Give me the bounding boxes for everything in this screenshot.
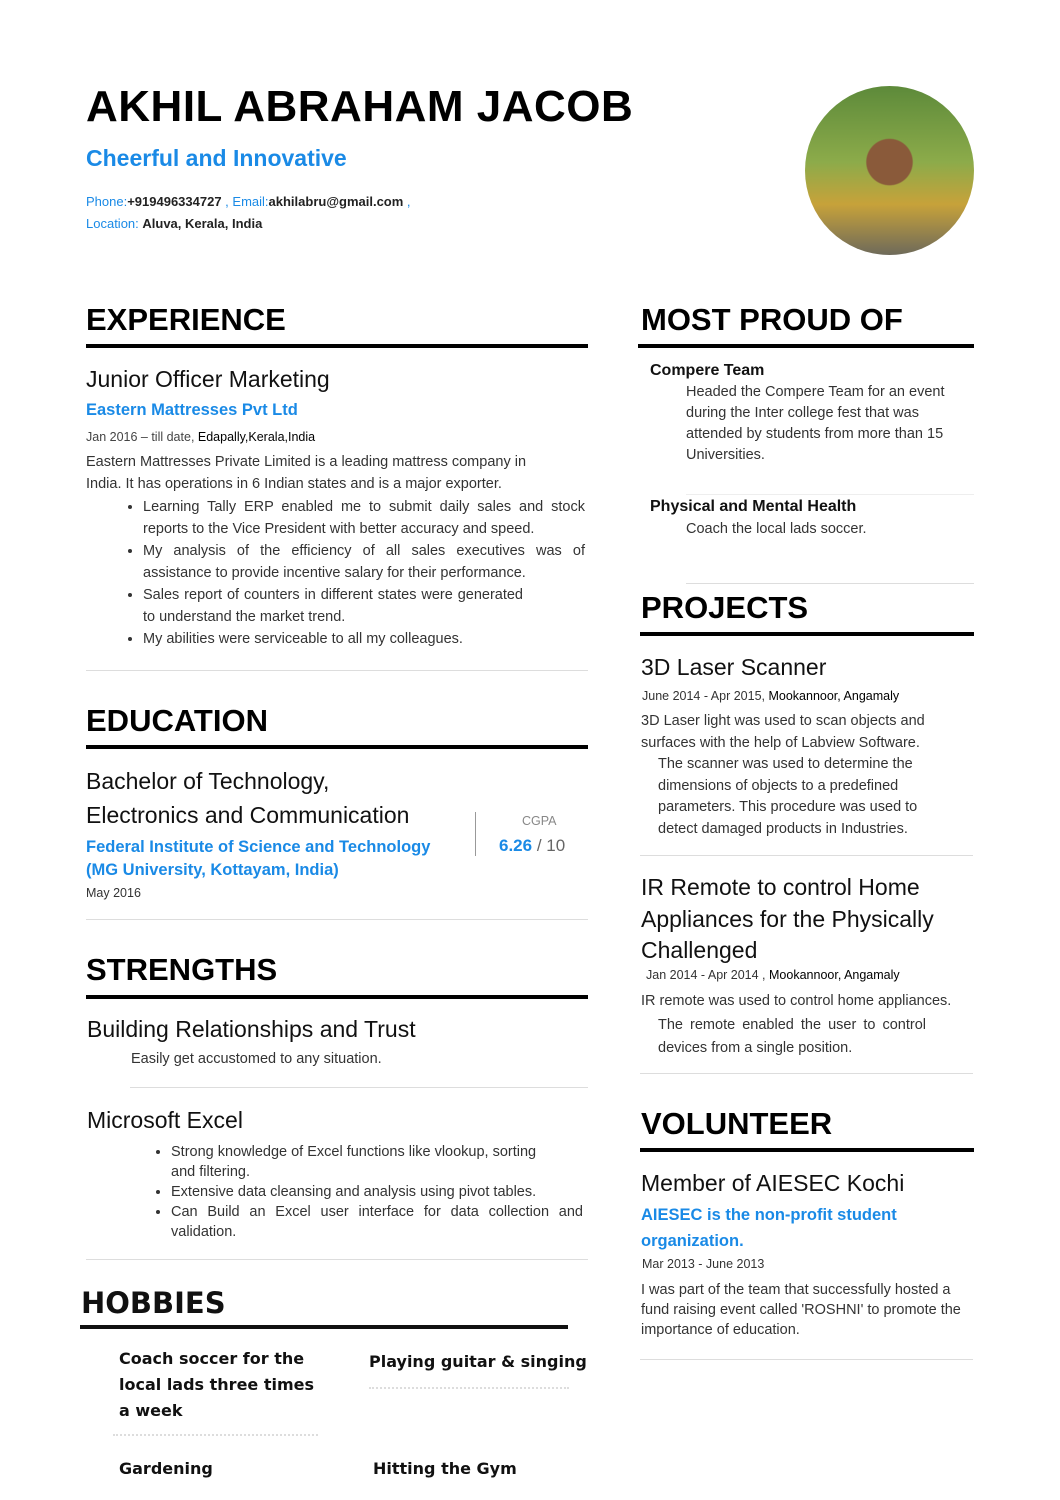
dates: Jan 2016 – till date, xyxy=(86,430,198,444)
school-name: Federal Institute of Science and Technology xyxy=(86,838,431,856)
bullet: • Strong knowledge of Excel functions like vlookup, sorting and filtering. xyxy=(171,1142,551,1182)
hobby-item: Playing guitar & singing xyxy=(369,1352,587,1371)
school-university: (MG University, Kottayam, India) xyxy=(86,861,339,879)
phone-label: Phone: xyxy=(86,194,128,209)
hobbies-heading: HOBBIES xyxy=(81,1286,226,1320)
volunteer-desc: I was part of the team that successfully hosted a fund raising event called 'ROSHNI' to promote the importance of education. xyxy=(641,1282,961,1338)
divider xyxy=(86,995,588,999)
bullet: • Can Build an Excel user interface for data collection and validation. xyxy=(171,1202,583,1242)
divider xyxy=(640,1148,974,1152)
divider xyxy=(80,1325,568,1329)
tagline: Cheerful and Innovative xyxy=(86,145,347,171)
location-label: Location: xyxy=(86,216,143,231)
company-description: Eastern Mattresses Private Limited is a leading mattress company in India. It has operations in 6 Indian states and is a major exporter. xyxy=(86,454,527,492)
divider xyxy=(640,632,974,636)
separator: , xyxy=(403,194,411,209)
contact-line xyxy=(86,194,411,209)
project-title: IR Remote to control Home Appliances for the Physically Challenged xyxy=(641,874,934,963)
strength-desc: Easily get accustomed to any situation. xyxy=(131,1051,382,1067)
divider xyxy=(86,745,588,749)
experience-heading: EXPERIENCE xyxy=(86,302,286,337)
bullet: • Extensive data cleansing and analysis using pivot tables. xyxy=(171,1182,583,1202)
divider xyxy=(640,855,973,856)
email-label: , Email: xyxy=(221,194,269,209)
hobby-item: Hitting the Gym xyxy=(373,1459,517,1478)
achievement-desc: Headed the Compere Team for an event during the Inter college fest that was attended by students from more than 15 Universities. xyxy=(686,384,945,463)
strengths-heading: STRENGTHS xyxy=(86,952,278,987)
divider xyxy=(86,919,588,920)
project-dates xyxy=(646,968,900,982)
gpa-max: / 10 xyxy=(532,836,566,855)
divider xyxy=(686,583,974,584)
gpa-value: 6.26 xyxy=(499,836,533,855)
job-dates xyxy=(86,430,315,444)
bullet: • My analysis of the efficiency of all sales executives was of assistance to provide incentive salary for their performance. xyxy=(143,540,585,584)
gpa-label: CGPA xyxy=(522,814,557,828)
projects-heading: PROJECTS xyxy=(641,590,809,625)
divider xyxy=(369,1387,569,1389)
volunteer-title: Member of AIESEC Kochi xyxy=(641,1170,905,1196)
project-desc: 3D Laser light was used to scan objects and surfaces with the help of Labview Software. xyxy=(641,713,925,751)
divider xyxy=(86,670,588,671)
divider xyxy=(113,1434,318,1436)
strength-title: Microsoft Excel xyxy=(87,1107,243,1133)
dates: Jan 2014 - Apr 2014 , xyxy=(646,968,770,982)
place: Edapally,Kerala,India xyxy=(197,430,316,444)
excel-bullets xyxy=(153,1142,583,1242)
project-desc: IR remote was used to control home appliances. xyxy=(641,993,952,1009)
company-name: Eastern Mattresses Pvt Ltd xyxy=(86,401,298,419)
place: Mookannoor, Angamaly xyxy=(769,968,900,982)
job-title: Junior Officer Marketing xyxy=(86,366,330,392)
location-line xyxy=(86,216,262,231)
divider xyxy=(130,1087,588,1088)
hobby-item: Coach soccer for the local lads three times a week xyxy=(119,1349,315,1420)
divider xyxy=(640,1073,973,1074)
achievement-desc: Coach the local lads soccer. xyxy=(686,521,867,537)
bullet: • Sales report of counters in different states were generated to understand the market trend. xyxy=(143,584,523,628)
strength-title: Building Relationships and Trust xyxy=(87,1016,416,1042)
divider xyxy=(640,1359,973,1360)
profile-photo xyxy=(805,86,974,255)
place: Mookannoor, Angamaly xyxy=(768,689,900,703)
education-heading: EDUCATION xyxy=(86,703,268,738)
dates: June 2014 - Apr 2015, xyxy=(642,689,769,703)
email-link[interactable]: akhilabru@gmail.com xyxy=(268,194,404,209)
experience-bullets xyxy=(125,496,585,650)
graduation-date: May 2016 xyxy=(86,886,141,900)
school xyxy=(86,836,430,882)
proud-heading: MOST PROUD OF xyxy=(641,302,903,337)
degree-line2: Electronics and Communication xyxy=(86,802,410,828)
divider xyxy=(686,494,974,495)
bullet: • My abilities were serviceable to all my colleagues. xyxy=(143,628,585,650)
achievement-title: Compere Team xyxy=(650,362,765,379)
phone: +919496334727 xyxy=(127,194,222,209)
bullet: • Learning Tally ERP enabled me to submit daily sales and stock reports to the Vice President with better accuracy and speed. xyxy=(143,496,585,540)
project-detail: The remote enabled the user to control devices from a single position. xyxy=(658,1017,926,1056)
volunteer-dates: Mar 2013 - June 2013 xyxy=(642,1257,765,1271)
location: Aluva, Kerala, India xyxy=(142,216,263,231)
degree-line1: Bachelor of Technology, xyxy=(86,768,330,794)
hobby-item: Gardening xyxy=(119,1459,213,1478)
achievement-title: Physical and Mental Health xyxy=(650,498,857,515)
divider xyxy=(86,344,588,348)
gpa xyxy=(499,836,565,856)
volunteer-org: AIESEC is the non-profit student organization. xyxy=(641,1206,897,1250)
candidate-name: AKHIL ABRAHAM JACOB xyxy=(86,82,634,131)
divider xyxy=(86,1259,588,1260)
volunteer-heading: VOLUNTEER xyxy=(641,1106,833,1141)
divider xyxy=(475,812,476,856)
divider xyxy=(638,344,974,348)
project-dates xyxy=(642,689,899,703)
project-title: 3D Laser Scanner xyxy=(641,654,827,680)
project-detail: The scanner was used to determine the dimensions of objects to a predefined parameters. This procedure was used to detect damaged products in Industries. xyxy=(658,756,918,837)
